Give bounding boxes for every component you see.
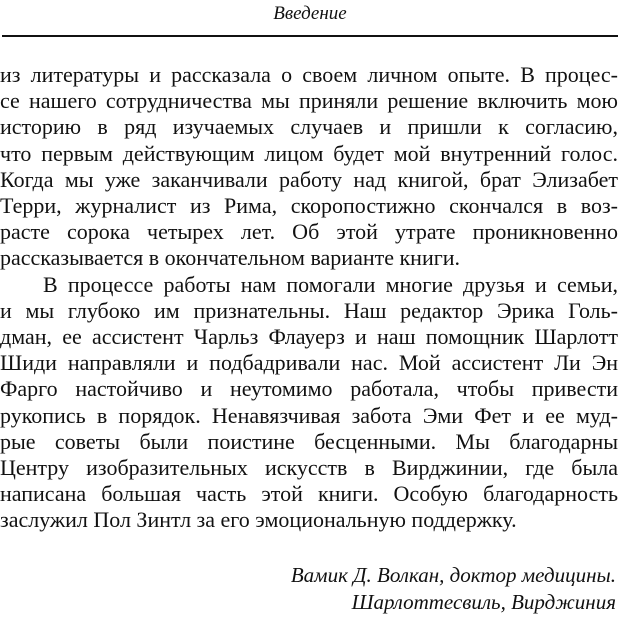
text-line: Терри, журналист из Рима, скоропостижно скончался в воз- <box>0 193 618 219</box>
header-rule <box>2 35 618 37</box>
paragraph-2 <box>0 272 618 534</box>
text-line: В процессе работы нам помогали многие друзья и семьи, <box>43 271 618 297</box>
body-text <box>0 62 618 534</box>
text-line: рукопись в порядок. Ненавязчивая забота Эми Фет и ее муд- <box>0 402 618 428</box>
text-line: се нашего сотрудничества мы приняли решение включить мою <box>0 88 618 114</box>
signature-block <box>291 562 616 616</box>
text-line: дман, ее ассистент Чарльз Флауерз и наш помощник Шарлотт <box>0 324 618 350</box>
text-line: заслужил Пол Зинтл за его эмоциональную поддержку. <box>0 507 517 533</box>
running-head-title: Введение <box>273 3 347 24</box>
text-line: Фарго настойчиво и неутомимо работала, чтобы привести <box>0 376 618 402</box>
paragraph-1 <box>0 62 618 272</box>
text-line: рассказывается в окончательном варианте книги. <box>0 245 461 271</box>
signature-author: Вамик Д. Волкан, доктор медицины. <box>290 563 616 587</box>
signature-place: Шарлоттесвиль, Вирджиния <box>351 590 616 614</box>
text-line: Шиди направляли и подбадривали нас. Мой ассистент Ли Эн <box>0 350 618 376</box>
text-line: Когда мы уже заканчивали работу над книгой, брат Элизабет <box>0 166 618 192</box>
text-line: и мы глубоко им признательны. Наш редактор Эрика Голь- <box>0 297 618 323</box>
text-line: историю в ряд изучаемых случаев и пришли к согласию, <box>0 114 618 140</box>
text-line: что первым действующим лицом будет мой внутренний голос. <box>0 140 618 166</box>
text-line: расте сорока четырех лет. Об этой утрате проникновенно <box>0 219 618 245</box>
text-line: рые советы были поистине бесценными. Мы благодарны <box>0 428 618 454</box>
text-line: из литературы и рассказала о своем личном опыте. В процес- <box>0 62 618 87</box>
text-line: написана большая часть этой книги. Особую благодарность <box>0 481 618 507</box>
text-line: Центру изобразительных искусств в Вирджинии, где была <box>0 455 618 481</box>
